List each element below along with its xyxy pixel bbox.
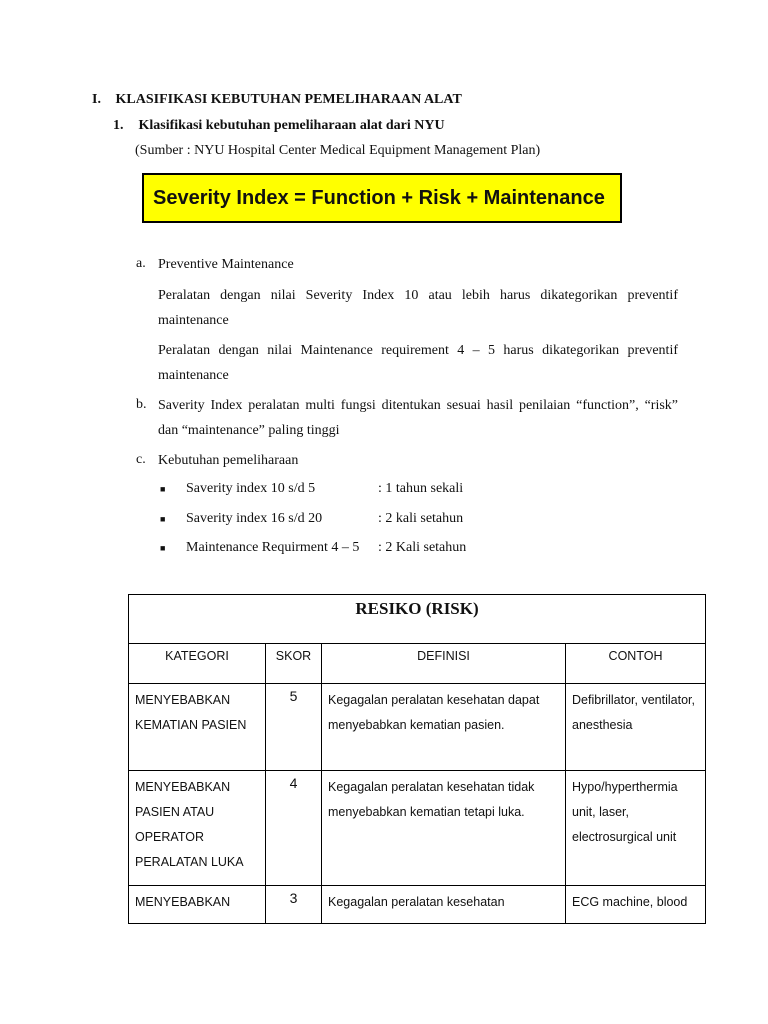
table-title: RESIKO (RISK) (129, 595, 706, 644)
source-note: (Sumber : NYU Hospital Center Medical Equipment Management Plan) (135, 143, 541, 158)
section-heading (92, 92, 462, 108)
bullet-value: : 1 tahun sekali (378, 481, 464, 496)
cell-kategori: MENYEBABKAN PASIEN ATAU OPERATOR PERALATAN LUKA (129, 771, 266, 886)
cell-kategori: MENYEBABKAN (129, 886, 266, 924)
cell-definisi: Kegagalan peralatan kesehatan tidak menyebabkan kematian tetapi luka. (322, 771, 566, 886)
table-title-row (129, 595, 706, 644)
table-row (129, 886, 706, 924)
subsection-number: 1. (113, 118, 124, 133)
header-contoh: CONTOH (566, 644, 706, 684)
table-row (129, 771, 706, 886)
item-a-paragraph-1: Peralatan dengan nilai Severity Index 10 atau lebih harus dikategorikan preventif maintenance (158, 288, 678, 328)
item-c-label: c. (136, 452, 146, 467)
bullet-value: : 2 kali setahun (378, 511, 464, 526)
formula-text: Severity Index = Function + Risk + Maintenance (153, 186, 605, 209)
bullet-marker: ■ (160, 514, 166, 524)
formula-box (142, 173, 622, 223)
subsection-title: Klasifikasi kebutuhan pemeliharaan alat dari NYU (138, 118, 445, 133)
bullet-label: Saverity index 16 s/d 20 (186, 511, 323, 526)
section-title: KLASIFIKASI KEBUTUHAN PEMELIHARAAN ALAT (115, 92, 462, 107)
bullet-value: : 2 Kali setahun (378, 540, 467, 555)
cell-skor: 3 (266, 886, 322, 924)
header-kategori: KATEGORI (129, 644, 266, 684)
table-header-row (129, 644, 706, 684)
bullet-label: Maintenance Requirment 4 – 5 (186, 540, 360, 555)
header-skor: SKOR (266, 644, 322, 684)
cell-definisi: Kegagalan peralatan kesehatan dapat menyebabkan kematian pasien. (322, 684, 566, 771)
bullet-marker: ■ (160, 484, 166, 494)
cell-contoh: Hypo/hyperthermia unit, laser, electrosurgical unit (566, 771, 706, 886)
header-definisi: DEFINISI (322, 644, 566, 684)
item-a-paragraph-2: Peralatan dengan nilai Maintenance requirement 4 – 5 harus dikategorikan preventif maintenance (158, 343, 678, 383)
risk-table (128, 594, 706, 924)
cell-skor: 5 (266, 684, 322, 771)
cell-contoh: Defibrillator, ventilator, anesthesia (566, 684, 706, 771)
cell-skor: 4 (266, 771, 322, 886)
item-a-label: a. (136, 256, 146, 271)
bullet-label: Saverity index 10 s/d 5 (186, 481, 316, 496)
table-row (129, 684, 706, 771)
cell-definisi: Kegagalan peralatan kesehatan (322, 886, 566, 924)
item-a-title: Preventive Maintenance (158, 257, 294, 272)
item-b-text: Saverity Index peralatan multi fungsi ditentukan sesuai hasil penilaian “function”, “risk” dan “maintenance” paling tinggi (158, 398, 678, 438)
cell-kategori: MENYEBABKAN KEMATIAN PASIEN (129, 684, 266, 771)
item-b-label: b. (136, 397, 147, 412)
section-number: I. (92, 92, 101, 107)
subsection-heading (113, 118, 445, 134)
cell-contoh: ECG machine, blood (566, 886, 706, 924)
item-c-title: Kebutuhan pemeliharaan (158, 453, 299, 468)
bullet-marker: ■ (160, 543, 166, 553)
